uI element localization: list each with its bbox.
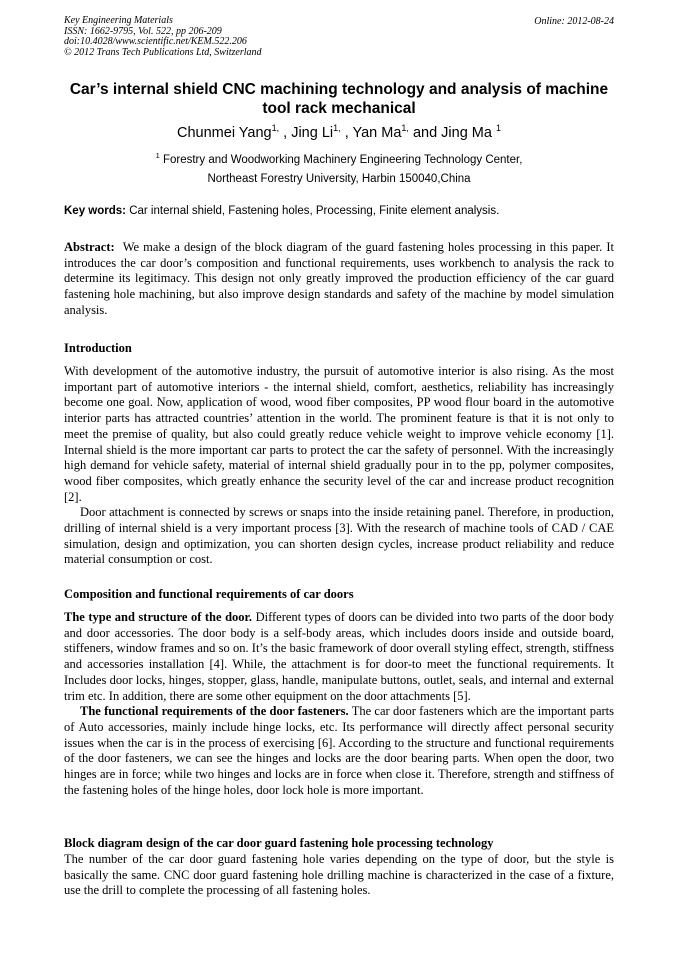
author-mark: 1 xyxy=(495,123,501,133)
online-date: Online: 2012-08-24 xyxy=(534,16,614,27)
section-heading-composition: Composition and functional requirements of car doors xyxy=(64,587,354,601)
doi-line: doi:10.4028/www.scientific.net/KEM.522.206 xyxy=(64,36,247,47)
keywords-text: Car internal shield, Fastening holes, Processing, Finite element analysis. xyxy=(129,205,500,217)
author-name: , Jing Li xyxy=(283,125,334,141)
affiliation-mark: 1 xyxy=(155,151,160,160)
paragraph: The number of the car door guard fastening hole varies depending on the type of door, but the style is basically the same. CNC door guard fastening hole drilling machine is characterized in the case of a fixture, use the drill to complete the processing of all fastening holes. xyxy=(64,852,614,898)
paragraph: The type and structure of the door. Different types of doors can be divided into two parts of the door body and door accessories. The door body is a self-body areas, which includes doors inside and outside board, stiffeners, window frames and so on. It’s the basic framework of door overall styling effect, strength, stiffness and accessories installation [4]. While, the attachment is for door-to meet the functional requirements. It Includes door locks, hinges, stopper, glass, handle, manipulate buttons, outlet, seals, and internal and external trim etc. In addition, there are some other equipment on the door attachments [5]. xyxy=(64,610,614,703)
section-heading-introduction: Introduction xyxy=(64,341,132,355)
author-name: Chunmei Yang xyxy=(177,125,272,141)
keywords-label: Key words: xyxy=(64,205,126,217)
composition-body xyxy=(64,610,614,798)
run-in-heading: The functional requirements of the door fasteners. xyxy=(80,704,349,719)
section-heading-block-diagram: Block diagram design of the car door guard fastening hole processing technology xyxy=(64,836,494,850)
run-in-heading: The type and structure of the door. xyxy=(64,610,253,624)
abstract xyxy=(64,240,614,319)
author-name: , Yan Ma xyxy=(344,125,402,141)
paper-title: Car’s internal shield CNC machining technology and analysis of machine tool rack mechanical xyxy=(69,81,609,117)
author-mark: 1, xyxy=(271,123,280,133)
paragraph: With development of the automotive industry, the pursuit of automotive interior is also rising. As the most important part of automotive interiors - the internal shield, comfort, aesthetics, reliability has increasingly become one goal. Now, application of wood, wood fiber composites, PP wood flour board in the automotive interior parts has attracted countries’ attention in the world. The prominent feature is that it is not only to meet the premise of quality, but also could greatly reduce vehicle weight to improve vehicle economy [1]. Internal shield is the more important car parts to protect the car the safety of personnel. With the increasingly high demand for vehicle safety, material of internal shield gradually pour in to the pp, polymer composites, wood fiber composites, which greatly enhance the security level of the car and increase product recognition [2]. xyxy=(64,364,614,504)
block-diagram-body xyxy=(64,852,614,899)
issn-line: ISSN: 1662-9795, Vol. 522, pp 206-209 xyxy=(64,25,222,37)
author-mark: 1, xyxy=(333,123,341,133)
abstract-text: We make a design of the block diagram of the guard fastening holes processing in this paper. It introduces the car door’s composition and functional requirements, uses workbench to analysis the rack to determine its legitimacy. This design not only greatly improved the production efficiency of the car guard fastening hole machining, but also improve design standards and safety of the machine by model simulation analysis. xyxy=(64,240,614,317)
author-mark: 1, xyxy=(401,123,409,133)
affiliation-line-1: $^1$ Forestry and Woodworking Machinery Engineering Technology Center, xyxy=(155,151,523,166)
affiliation-line-2: Northeast Forestry University, Harbin 150040,China xyxy=(207,173,471,185)
journal-name: Key Engineering Materials xyxy=(64,15,173,26)
introduction-body xyxy=(64,364,614,568)
copyright-line: © 2012 Trans Tech Publications Ltd, Switzerland xyxy=(64,46,262,58)
author-list xyxy=(0,123,678,141)
keywords xyxy=(64,205,616,217)
paragraph: Door attachment is connected by screws or snaps into the inside retaining panel. Therefore, in production, drilling of internal shield is a very important process [3]. With the research of machine tools of CAD / CAE simulation, design and optimization, you can shorten design cycles, increase product reliability and reduce material consumption or cost. xyxy=(64,505,614,567)
abstract-label: Abstract: xyxy=(64,240,115,254)
author-name: and Jing Ma xyxy=(412,125,492,141)
paragraph: The functional requirements of the door fasteners. The car door fasteners which are the important parts of Auto accessories, mainly include hinge locks, etc. Its performance will directly affect personal security issues when the car is in the process of exercising [6]. According to the structure and functional requirements of the door fasteners, we can see the hinges and locks are the door bearing parts. When open the door, two hinges are in force; while two hinges and locks are in force when close it. Therefore, strength and stiffness of the fastening holes of the hinge holes, door lock hole is more important. xyxy=(64,704,614,797)
